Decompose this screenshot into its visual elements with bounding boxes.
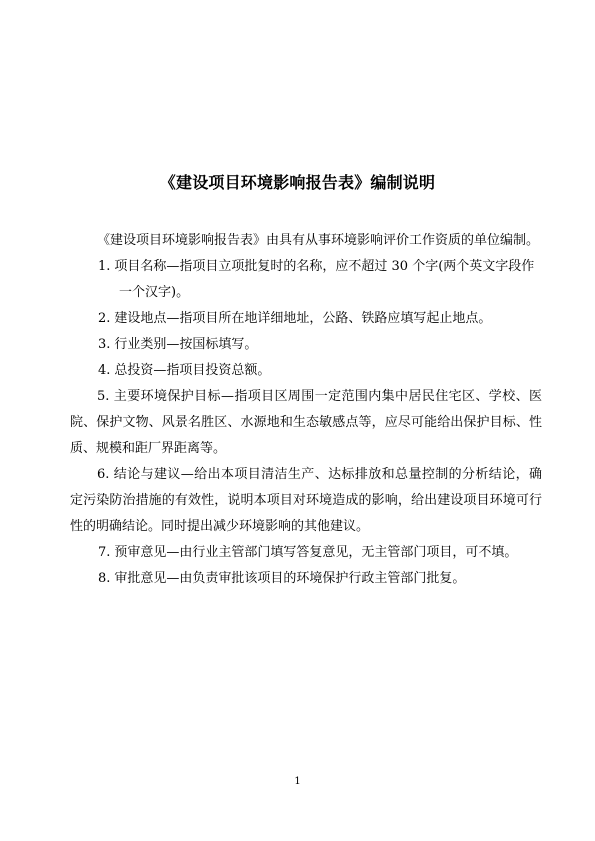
list-item-3 bbox=[70, 332, 542, 358]
list-item-2 bbox=[70, 306, 542, 332]
item-text: 总投资—指项目投资总额。 bbox=[114, 363, 271, 378]
item-number: 1. bbox=[98, 259, 111, 274]
list-item-5 bbox=[70, 384, 542, 462]
page-number: 1 bbox=[294, 776, 301, 787]
item-number: 2. bbox=[98, 311, 111, 326]
item-text: 结论与建议—给出本项目清洁生产、达标排放和总量控制的分析结论，确定污染防治措施的有效性，说明本项目对环境造成的影响，给出建设项目环境可行性的明确结论。同时提出减少环境影响的其他建议。 bbox=[70, 467, 542, 534]
item-text: 建设地点—指项目所在地详细地址，公路、铁路应填写起止地点。 bbox=[114, 311, 492, 326]
list-item-4 bbox=[70, 358, 542, 384]
item-number: 3. bbox=[98, 337, 111, 352]
page-title: 《建设项目环境影响报告表》编制说明 bbox=[159, 173, 436, 192]
item-text: 主要环境保护目标—指项目区周围一定范围内集中居民住宅区、学校、医院、保护文物、风景名胜区、水源地和生态敏感点等，应尽可能给出保护目标、性质、规模和距厂界距离等。 bbox=[70, 389, 542, 456]
item-text: 审批意见—由负责审批该项目的环境保护行政主管部门批复。 bbox=[114, 571, 466, 586]
list-item-1 bbox=[70, 254, 542, 306]
item-number: 4. bbox=[98, 363, 111, 378]
item-number: 6. bbox=[97, 467, 110, 482]
item-text: 行业类别—按国标填写。 bbox=[114, 337, 258, 352]
list-item-8 bbox=[70, 566, 542, 592]
document-body bbox=[70, 228, 542, 592]
item-number: 5. bbox=[97, 389, 110, 404]
item-number: 7. bbox=[98, 545, 111, 560]
item-number: 8. bbox=[98, 571, 111, 586]
list-item-6 bbox=[70, 462, 542, 540]
item-text: 项目名称—指项目立项批复时的名称，应不超过 30 个字(两个英文字段作一个汉字)。 bbox=[114, 259, 535, 300]
list-item-7 bbox=[70, 540, 542, 566]
item-text: 预审意见—由行业主管部门填写答复意见，无主管部门项目，可不填。 bbox=[114, 545, 518, 560]
intro-paragraph: 《建设项目环境影响报告表》由具有从事环境影响评价工作资质的单位编制。 bbox=[97, 233, 540, 248]
